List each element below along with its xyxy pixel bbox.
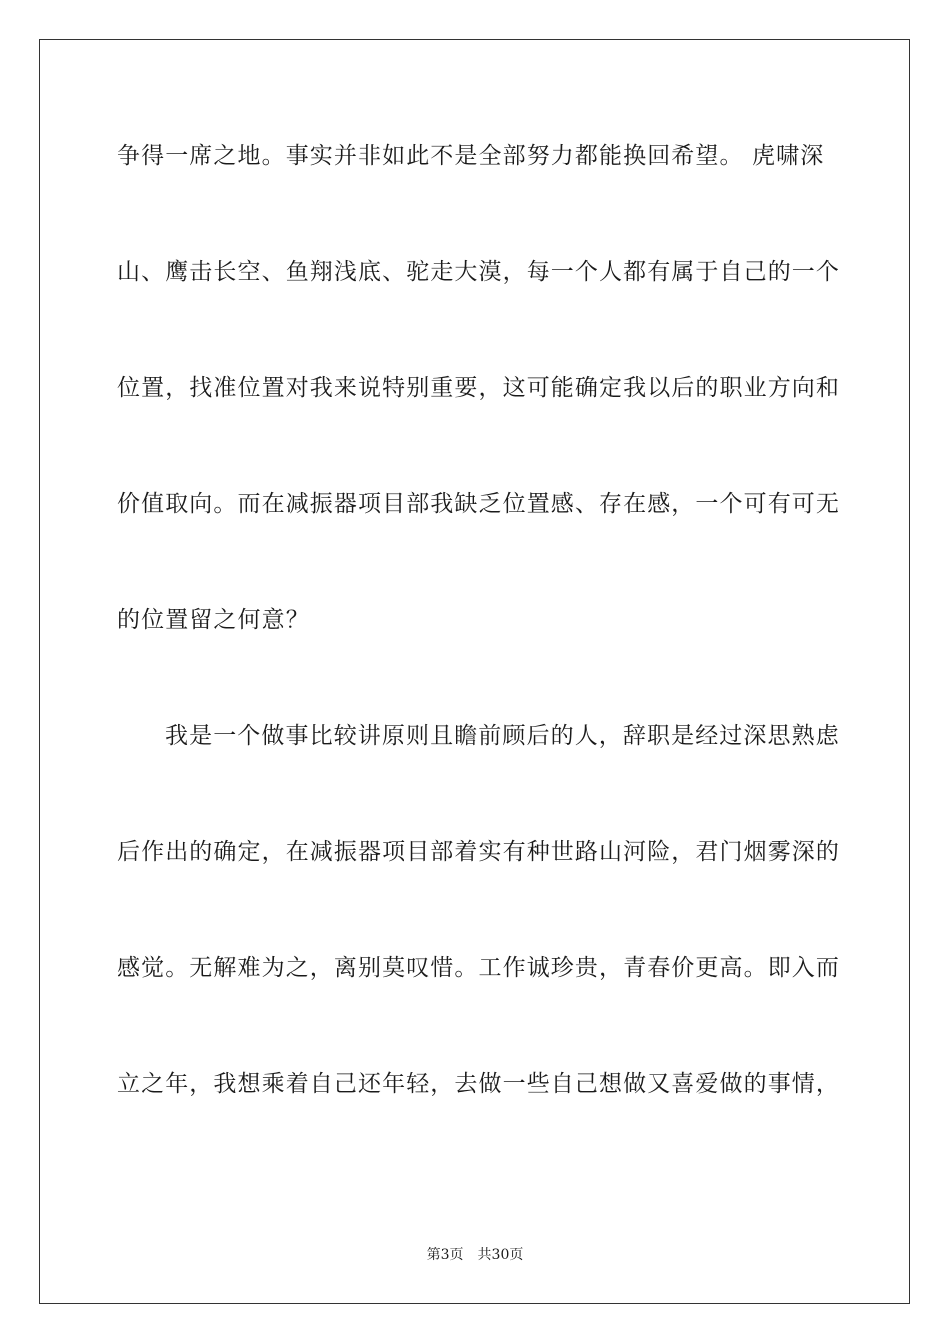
page-number: 第3页 xyxy=(426,1247,464,1263)
text-line: 山、鹰击长空、鱼翔浅底、驼走大漠，每一个人都有属于自己的一个 xyxy=(117,259,840,285)
text-line: 位置，找准位置对我来说特别重要，这可能确定我以后的职业方向和 xyxy=(117,375,840,401)
document-body xyxy=(117,127,840,1171)
text-line: 感觉。无解难为之，离别莫叹惜。工作诚珍贵，青春价更高。即入而 xyxy=(117,955,840,981)
text-line: 争得一席之地。事实并非如此不是全部努力都能换回希望。 虎啸深 xyxy=(117,143,825,169)
paragraph-start-line: 我是一个做事比较讲原则且瞻前顾后的人，辞职是经过深思熟虑 xyxy=(165,723,840,749)
text-line: 立之年，我想乘着自己还年轻，去做一些自己想做又喜爱做的事情， xyxy=(117,1071,840,1097)
page-total: 共30页 xyxy=(477,1247,524,1263)
text-line: 价值取向。而在减振器项目部我缺乏位置感、存在感，一个可有可无 xyxy=(117,491,840,517)
page-footer xyxy=(0,1246,950,1264)
text-line: 后作出的确定，在减振器项目部着实有种世路山河险，君门烟雾深的 xyxy=(117,839,840,865)
text-line: 的位置留之何意？ xyxy=(117,607,310,633)
